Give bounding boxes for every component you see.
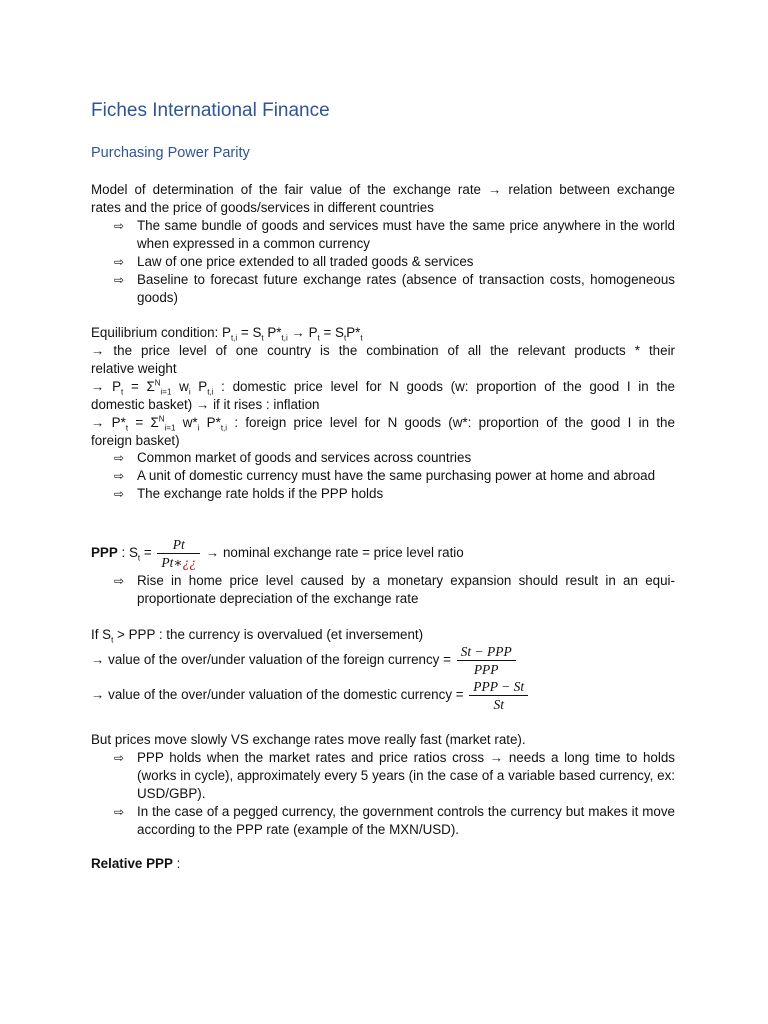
hollow-arrow-icon: ⇨ — [114, 451, 125, 465]
list-item: ⇨ Rise in home price level caused by a monetary expansion should result in an equi-proportionate depreciation of the exchange rate — [114, 573, 675, 606]
hollow-arrow-icon: ⇨ — [114, 469, 125, 483]
arrow-icon: → — [195, 397, 210, 412]
arrow-icon: → — [91, 343, 105, 358]
list-item: ⇨ The same bundle of goods and services must have the same price anywhere in the world when expressed in a common currency — [114, 218, 675, 251]
hollow-arrow-icon: ⇨ — [114, 487, 125, 501]
price-level-line: → the price level of one country is the combination of all the relevant products * their — [91, 343, 675, 358]
arrow-icon: → — [488, 182, 502, 197]
arrow-icon: → — [91, 379, 105, 394]
equilibrium-block: Equilibrium condition: $P_{t,i} = S_t$ $P*_{t,i} \to P_t = S_tP*_t$ → the price level of one country is the combination of all the relevant products * their relative weight → $P_t = \Sigma^N_{i=1}$ $w_i$ $P_{t,i}$ : domestic price level for N goods (w: proportion of the good I in the domestic basket) → if it rises : inflation → $P*_t = \Sigma^N_{i=1}$ $w*_i$ $P*_{t,i}$ : foreign price level for N goods (w*: proportion of the good I in the foreign basket) — [91, 325, 675, 448]
section-title: Purchasing Power Parity — [91, 145, 250, 161]
list-item: ⇨ Common market of goods and services across countries — [114, 450, 472, 465]
ppp-label: PPP — [91, 545, 118, 561]
arrow-icon: → — [91, 687, 105, 703]
arrow-icon: → — [205, 545, 220, 561]
equilibrium-line: Equilibrium condition: $P_{t,i} = S_t$ $P*_{t,i} \to P_t = S_tP*_t$ — [91, 325, 363, 343]
ppp-formula: PPP : $S_t$ = $\frac{Pt}{Pt∗¿¿}$ → nominal exchange rate = price level ratio — [91, 537, 464, 570]
document-title: Fiches International Finance — [91, 100, 330, 121]
hollow-arrow-icon: ⇨ — [114, 805, 125, 819]
list-item: ⇨ PPP holds when the market rates and price ratios cross → needs a long time to holds (works in cycle), approximately every 5 years (in the case of a variable based currency, ex: USD/GBP). — [114, 750, 675, 801]
foreign-valuation-line: → value of the over/under valuation of the foreign currency = $\frac{\text{St − PPP}}{\text{PPP}}$ — [91, 643, 675, 678]
intro-line-2: rates and the price of goods/services in different countries — [91, 200, 434, 215]
bullet-list-2 — [91, 449, 675, 503]
hollow-arrow-icon: ⇨ — [114, 219, 125, 233]
hollow-arrow-icon: ⇨ — [114, 255, 125, 269]
intro-line-1 — [91, 181, 675, 199]
prices-paragraph: But prices move slowly VS exchange rates move really fast (market rate). — [91, 732, 526, 747]
arrow-icon: → — [489, 750, 504, 765]
domestic-valuation-line: → value of the over/under valuation of the domestic currency = $\frac{\text{PPP − St}}{St}$ — [91, 678, 675, 713]
arrow-icon: → — [91, 415, 105, 430]
intro-text: Model of determination of the fair value of the exchange rate — [91, 182, 481, 197]
ppp-fraction: $\frac{Pt}{Pt∗¿¿}$ — [157, 536, 200, 571]
foreign-valuation-fraction: $\frac{\text{St − PPP}}{\text{PPP}}$ — [457, 643, 516, 678]
hollow-arrow-icon: ⇨ — [114, 273, 125, 287]
intro-paragraph — [91, 181, 675, 217]
bullet-list-1 — [91, 217, 675, 307]
list-item: ⇨ Baseline to forecast future exchange rates (absence of transaction costs, homogeneous goods) — [114, 272, 675, 305]
bullet-list-3 — [91, 572, 675, 608]
list-item: ⇨ A unit of domestic currency must have the same purchasing power at home and abroad — [114, 468, 656, 483]
list-item: ⇨ In the case of a pegged currency, the government controls the currency but makes it move according to the PPP rate (example of the MXN/USD). — [114, 804, 675, 837]
intro-text-cont: relation between exchange — [508, 182, 675, 197]
foreign-price-line: → $P*_t = \Sigma^N_{i=1}$ $w*_i$ $P*_{t,i}$ : foreign price level for N goods (w*: proportion of the good I in the — [91, 414, 675, 433]
list-item: ⇨ The exchange rate holds if the PPP holds — [114, 486, 384, 501]
arrow-icon: → — [291, 325, 305, 340]
list-item: ⇨ Law of one price extended to all traded goods & services — [114, 254, 474, 269]
hollow-arrow-icon: ⇨ — [114, 751, 125, 765]
overvaluation-line: If $S_t$ > PPP : the currency is overvalued (et inversement) — [91, 627, 424, 645]
domestic-price-line: → $P_t = \Sigma^N_{i=1}$ $w_i$ $P_{t,i}$ : domestic price level for N goods (w: proportion of the good I in the — [91, 378, 675, 397]
arrow-icon: → — [91, 652, 105, 668]
hollow-arrow-icon: ⇨ — [114, 574, 125, 588]
relative-ppp-heading: Relative PPP : — [91, 856, 181, 871]
domestic-valuation-fraction: $\frac{\text{PPP − St}}{St}$ — [469, 678, 528, 713]
bullet-list-4 — [91, 749, 675, 839]
